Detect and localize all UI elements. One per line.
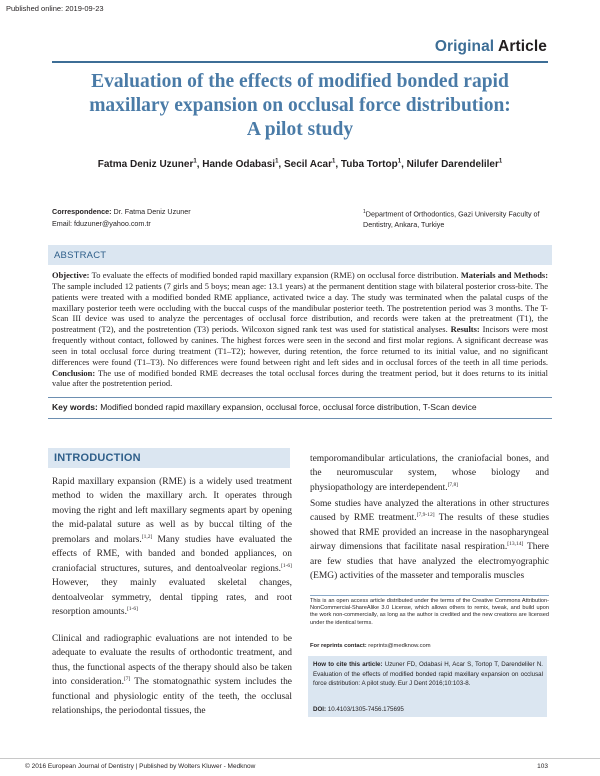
citation-text: How to cite this article: Uzuner FD, Odabasi H, Acar S, Tortop T, Darendeliler N. Evaluation of the effects of modified bonded rapid maxillary expansion on occlusal force distribution: A pilot study. Eur J Dent 2016;10:103-8. (313, 661, 544, 687)
methods-label: Materials and Methods: (460, 270, 548, 280)
keywords-label: Key words: (52, 402, 98, 412)
doi-value[interactable]: 10.4103/1305-7456.175695 (326, 706, 404, 713)
correspondence-name: Dr. Fatma Deniz Uzuner (113, 207, 191, 216)
abstract-body (52, 270, 548, 389)
title-rule (52, 61, 548, 63)
correspondence-block (52, 206, 191, 230)
keywords (52, 402, 477, 412)
footnote-rule (310, 595, 549, 596)
citation-label: How to cite this article: (313, 661, 383, 668)
intro-paragraph-3: Some studies have analyzed the alterations in other structures caused by RME treatment.[7,9-12] The results of these studies showed that RME provided an increase in the nasopharyngeal airway dimensions that facilitate nasal respiration.[13,14] There are few studies that have analyzed the electromyographic (EMG) activities of the masseter and temporalis muscles (310, 499, 549, 582)
doi (313, 706, 404, 713)
correspondence-email[interactable]: fduzuner@yahoo.com.tr (73, 219, 151, 228)
objective-text: To evaluate the effects of modified bonded rapid maxillary expansion (RME) on occlusal force distribution. (89, 270, 459, 280)
open-access-note: This is an open access article distributed under the terms of the Creative Commons Attribution-NonCommercial-ShareAlike 3.0 License, which allows others to remix, tweak, and build upon the work non-commercially, as long as the author is credited and the new creations are licensed under the identical terms. (310, 598, 549, 626)
reference-link[interactable]: [1-6] (281, 562, 292, 569)
reference-link[interactable]: [7,9-12] (416, 512, 435, 519)
intro-paragraph-2-continued: temporomandibular articulations, the craniofacial bones, and the neuromuscular system, whose biology and physiopathology are interdependent.[7,8] (310, 454, 549, 493)
abstract-heading: ABSTRACT (54, 250, 107, 261)
correspondence-label: Correspondence: (52, 207, 112, 216)
email-label: Email: (52, 219, 72, 228)
conclusion-text: The use of modified bonded RME decreases the total occlusal forces during the treatment period, but it does returns to its initial value after the postretention period. (52, 367, 548, 389)
title-line-3: A pilot study (246, 119, 354, 140)
results-label: Results: (450, 324, 480, 335)
author: Nilufer Darendeliler$^1$ (406, 159, 503, 171)
reference-link[interactable]: [1-6] (126, 605, 138, 612)
author: Fatma Deniz Uzuner$^1$, (97, 159, 203, 171)
keywords-top-rule (48, 397, 552, 398)
title-line-1: Evaluation of the effects of modified bonded rapid (91, 71, 509, 92)
published-online-date: Published online: 2019-09-23 (6, 4, 104, 13)
methods-text: The sample included 12 patients (7 girls and 5 boys; mean age: 13.1 years) at the permanent dentition stage with bilateral posterior cross-bite. The patients were treated with a modified bonded RME appliance, activated twice a day. The study was terminated when the palatal cusps of the maxillary posterior teeth were occluding with the buccal cusps of the mandibular posterior teeth. The postretention period was 3 months. The T-Scan III device was used to analyze the percentages of occlusal force distribution, and records were taken at the pretreatment (T1), the postreatment (T2), and the postretention (T3) periods. Wilcoxon signed rank test was used for statistical analyses. (52, 280, 548, 335)
footer-rule (0, 758, 600, 759)
abstract-heading-band (48, 245, 552, 265)
reference-link[interactable]: [13,14] (507, 541, 524, 548)
objective-label: Objective: (52, 270, 90, 280)
reference-link[interactable]: [7] (123, 676, 131, 683)
intro-paragraph-2: Clinical and radiographic evaluations are not intended to be adequate to evaluate the results of orthodontic treatment, and thus, the functional aspects of the therapy should also be taken into consideration.[7] The stomatognathic system includes the functional and physiologic entity of the teeth, the occlusal relationships, the periodontal tissues, the (52, 634, 292, 717)
reference-link[interactable]: [7,8] (447, 481, 459, 488)
paper-title (52, 70, 548, 142)
doi-label: DOI: (313, 706, 327, 713)
keywords-text: Modified bonded rapid maxillary expansion, occlusal force, occlusal force distribution, T-Scan device (97, 402, 477, 412)
article-type-part1: Original (434, 38, 495, 55)
results-text: Incisors were most frequently without contact, followed by canines. The highest forces were seen in the second and first molar regions. A significant decrease was seen in total occlusal force during treatment (T1–T2); however, during retention, the force returned to its initial value, and no significant differences were found (T1–T3). No differences were found between right and left sides and in occlusal forces of the teeth in all time periods. (52, 324, 549, 367)
author: Secil Acar$^1$, (283, 159, 341, 171)
introduction-heading: INTRODUCTION (54, 452, 141, 464)
author: Tuba Tortop$^1$, (340, 159, 407, 171)
page-number: 103 (537, 763, 548, 770)
article-type (435, 38, 547, 56)
reprints-email[interactable]: reprints@medknow.com (366, 643, 431, 649)
footer-copyright: © 2016 European Journal of Dentistry | Published by Wolters Kluwer - Medknow (25, 763, 256, 770)
author: Hande Odabasi$^1$, (202, 159, 284, 171)
affiliation: $^1$Department of Orthodontics, Gazi University Faculty of Dentistry, Ankara, Turkiye (363, 209, 540, 230)
author-list (52, 159, 548, 170)
keywords-bottom-rule (48, 418, 552, 419)
article-type-part2: Article (498, 38, 547, 55)
reference-link[interactable]: [1,2] (141, 533, 153, 540)
title-line-2: maxillary expansion on occlusal force distribution: (89, 95, 511, 116)
intro-paragraph-1: Rapid maxillary expansion (RME) is a widely used treatment method to widen the maxillary arch. It operates through moving the right and left maxillary segments apart by opening the mid-palatal suture as well as by buccal tilting of the premolars and molars.[1,2] Many studies have evaluated the effects of RME, with banded and bonded appliances, on craniofacial structures, sutures, and dentoalveolar regions.[1-6] However, they mainly evaluated skeletal changes, dentoalveolar symmetry, dental tipping rates, and root resorption amounts.[1-6] (52, 477, 292, 618)
conclusion-label: Conclusion: (52, 367, 96, 378)
reprints-contact: For reprints contact: reprints@medknow.com (310, 643, 431, 649)
